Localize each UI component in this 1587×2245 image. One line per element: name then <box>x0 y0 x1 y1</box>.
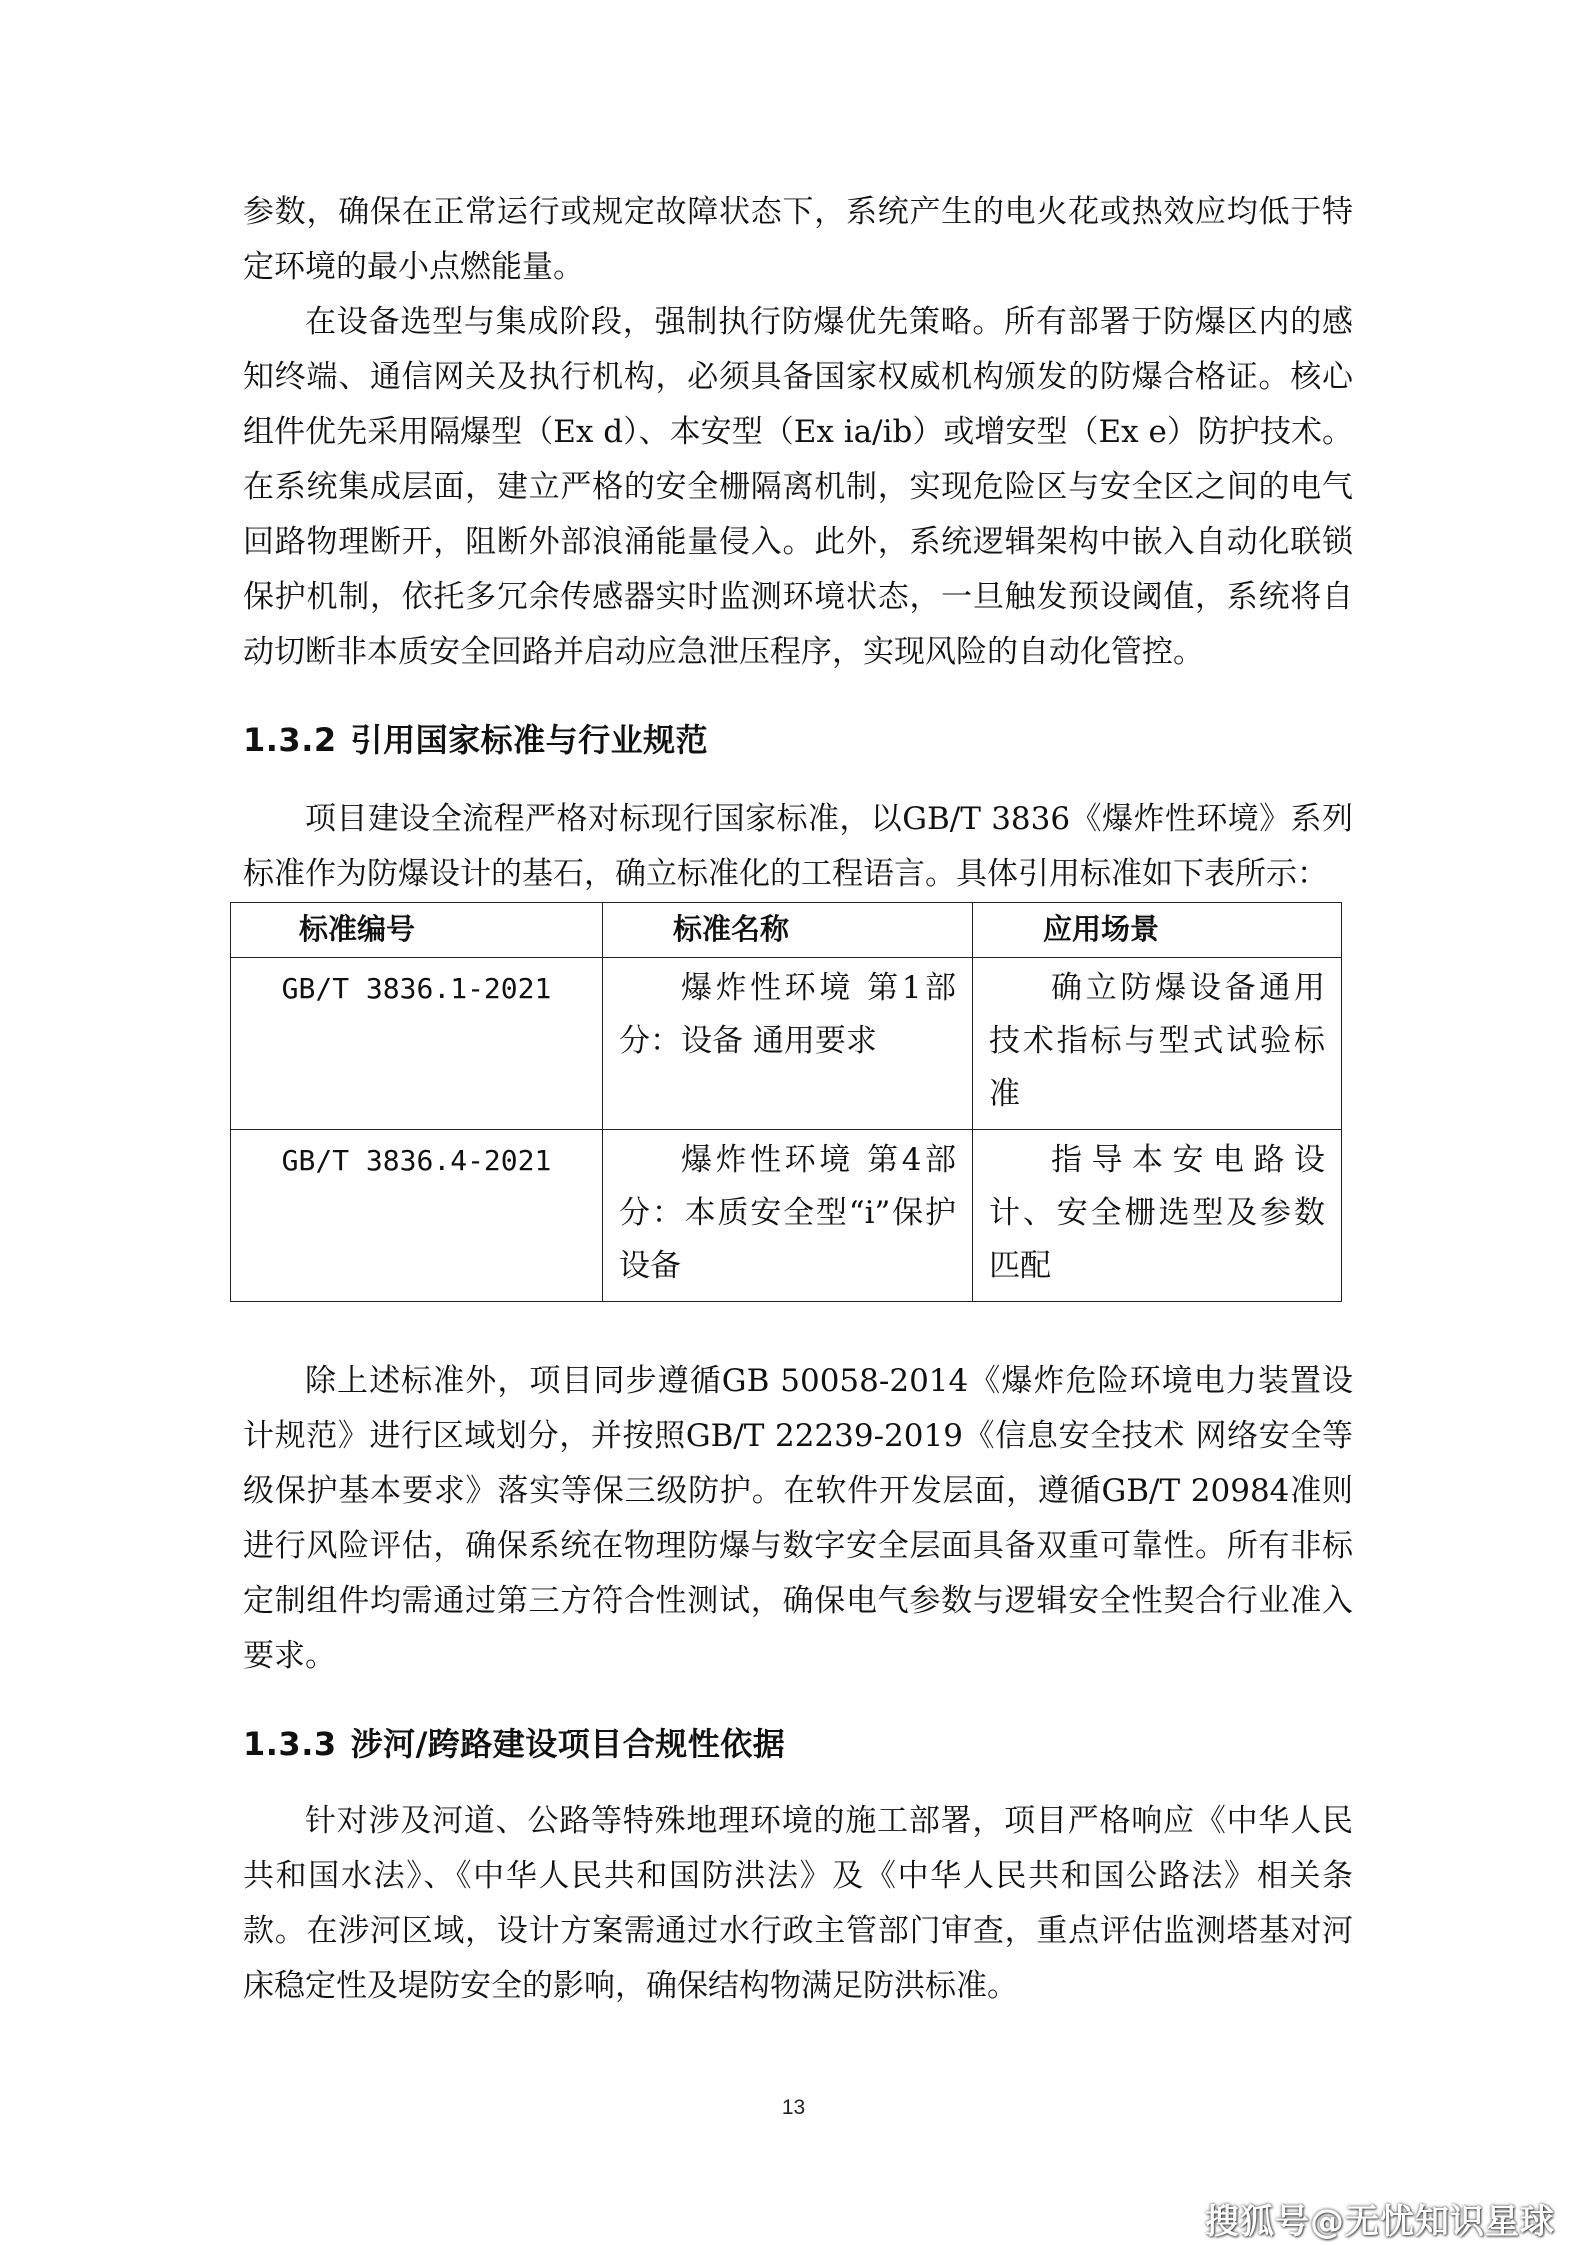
paragraph-river-road-compliance: 针对涉及河道、公路等特殊地理环境的施工部署，项目严格响应《中华人民共和国水法》、《中华人民共和国防洪法》及《中华人民共和国公路法》相关条款。在涉河区域，设计方案需通过水行政主管部门审查，重点评估监测塔基对河床稳定性及堤防安全的影响，确保结构物满足防洪标准。 <box>243 1803 1353 2004</box>
section-title: 引用国家标准与行业规范 <box>350 721 709 759</box>
section-number: 1.3.3 <box>243 1725 337 1763</box>
section-heading-1-3-3 <box>243 1722 1353 1766</box>
standards-table <box>230 902 1342 1302</box>
table-header-row <box>231 903 1342 958</box>
column-header-usage: 应用场景 <box>973 903 1342 958</box>
section-number: 1.3.2 <box>243 721 337 759</box>
section-heading-1-3-2 <box>243 718 1353 762</box>
cell-application: 确立防爆设备通用技术指标与型式试验标准 <box>973 958 1342 1130</box>
table-row <box>231 958 1342 1130</box>
page-number: 13 <box>781 2096 806 2119</box>
cell-application: 指导本安电路设计、安全栅选型及参数匹配 <box>973 1130 1342 1302</box>
source-watermark: 搜狐号@无忧知识星球 <box>1205 2202 1555 2242</box>
paragraph-continuation: 参数，确保在正常运行或规定故障状态下，系统产生的电火花或热效应均低于特定环境的最小点燃能量。 <box>243 194 1353 285</box>
cell-standard-name: 爆炸性环境 第1部分：设备 通用要求 <box>603 958 973 1130</box>
column-header-name: 标准名称 <box>603 903 973 958</box>
paragraph-standards-intro: 项目建设全流程严格对标现行国家标准，以GB/T 3836《爆炸性环境》系列标准作为防爆设计的基石，确立标准化的工程语言。具体引用标准如下表所示： <box>243 801 1353 892</box>
cell-standard-code: GB/T 3836.4-2021 <box>231 1130 603 1302</box>
section-title: 涉河/跨路建设项目合规性依据 <box>350 1725 786 1763</box>
document-body <box>243 185 1353 2014</box>
table-row <box>231 1130 1342 1302</box>
cell-standard-code: GB/T 3836.1-2021 <box>231 958 603 1130</box>
column-header-code: 标准编号 <box>231 903 603 958</box>
cell-standard-name: 爆炸性环境 第4部分：本质安全型“i”保护设备 <box>603 1130 973 1302</box>
paragraph-explosion-proof-strategy: 在设备选型与集成阶段，强制执行防爆优先策略。所有部署于防爆区内的感知终端、通信网关及执行机构，必须具备国家权威机构颁发的防爆合格证。核心组件优先采用隔爆型（Ex d）、本安型（Ex ia/ib）或增安型（Ex e）防护技术。在系统集成层面，建立严格的安全栅隔离机制，实现危险区与安全区之间的电气回路物理断开，阻断外部浪涌能量侵入。此外，系统逻辑架构中嵌入自动化联锁保护机制，依托多冗余传感器实时监测环境状态，一旦触发预设阈值，系统将自动切断非本质安全回路并启动应急泄压程序，实现风险的自动化管控。 <box>243 304 1353 670</box>
paragraph-additional-standards: 除上述标准外，项目同步遵循GB 50058-2014《爆炸危险环境电力装置设计规范》进行区域划分，并按照GB/T 22239-2019《信息安全技术 网络安全等级保护基本要求》落实等保三级防护。在软件开发层面，遵循GB/T 20984准则进行风险评估，确保系统在物理防爆与数字安全层面具备双重可靠性。所有非标定制组件均需通过第三方符合性测试，确保电气参数与逻辑安全性契合行业准入要求。 <box>243 1363 1353 1674</box>
